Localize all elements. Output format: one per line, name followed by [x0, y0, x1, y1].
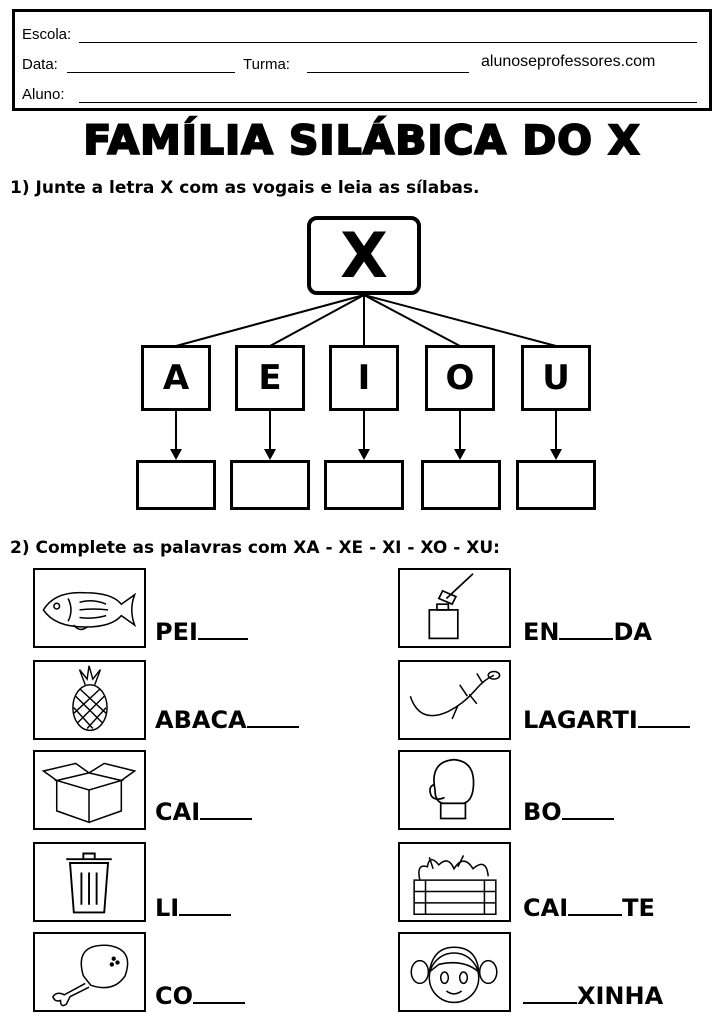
vowel-box-o: O [425, 345, 495, 411]
answer-box-xa[interactable] [136, 460, 216, 510]
word-start: CAI [155, 798, 201, 826]
word-boxe [523, 798, 614, 826]
question-1-text: 1) Junte a letra X com as vogais e leia as sílabas. [10, 178, 480, 198]
blank-line[interactable] [179, 894, 231, 916]
word-peixe [155, 618, 248, 646]
word-lagartixa [523, 706, 690, 734]
blank-line[interactable] [200, 798, 252, 820]
vowel-box-e: E [235, 345, 305, 411]
vowel-box-a: A [141, 345, 211, 411]
trash-can-icon [33, 842, 146, 922]
letter-x-box: X [307, 216, 421, 295]
blank-line[interactable] [559, 618, 613, 640]
word-start: PEI [155, 618, 198, 646]
page-title: FAMÍLIA SILÁBICA DO X [83, 118, 641, 164]
pineapple-icon [33, 660, 146, 740]
word-abacaxi [155, 706, 299, 734]
blank-line[interactable] [198, 618, 248, 640]
lizard-icon [398, 660, 511, 740]
word-end: XINHA [577, 982, 664, 1010]
blank-line[interactable] [247, 706, 299, 728]
word-start: EN [523, 618, 560, 646]
word-start: CO [155, 982, 194, 1010]
vegetable-crate-icon [398, 842, 511, 922]
blank-line[interactable] [638, 706, 690, 728]
turma-label: Turma: [243, 56, 290, 73]
answer-box-xu[interactable] [516, 460, 596, 510]
blank-line[interactable] [568, 894, 622, 916]
hoe-icon [398, 568, 511, 648]
data-label: Data: [22, 56, 58, 73]
word-start: BO [523, 798, 562, 826]
word-coxa [155, 982, 245, 1010]
boxing-glove-icon [398, 750, 511, 830]
word-start: ABACA [155, 706, 247, 734]
word-end: DA [613, 618, 652, 646]
escola-label: Escola: [22, 26, 72, 43]
blank-line[interactable] [193, 982, 245, 1004]
box-icon [33, 750, 146, 830]
answer-box-xo[interactable] [421, 460, 501, 510]
word-enxada [523, 618, 652, 646]
word-start: LI [155, 894, 180, 922]
word-caixa [155, 798, 252, 826]
vowel-box-i: I [329, 345, 399, 411]
word-end: TE [622, 894, 655, 922]
aluno-label: Aluno: [22, 86, 65, 103]
vowel-box-u: U [521, 345, 591, 411]
word-caixote [523, 894, 655, 922]
blank-line[interactable] [562, 798, 614, 820]
chicken-leg-icon [33, 932, 146, 1012]
girl-face-icon [398, 932, 511, 1012]
answer-box-xe[interactable] [230, 460, 310, 510]
word-start: LAGARTI [523, 706, 638, 734]
answer-box-xi[interactable] [324, 460, 404, 510]
word-lixo [155, 894, 231, 922]
blank-line[interactable] [523, 982, 577, 1004]
fish-icon [33, 568, 146, 648]
site-name: alunoseprofessores.com [481, 53, 656, 70]
word-xuxinha [523, 982, 663, 1010]
question-2-text: 2) Complete as palavras com XA - XE - XI - XO - XU: [10, 538, 500, 558]
word-start: CAI [523, 894, 569, 922]
